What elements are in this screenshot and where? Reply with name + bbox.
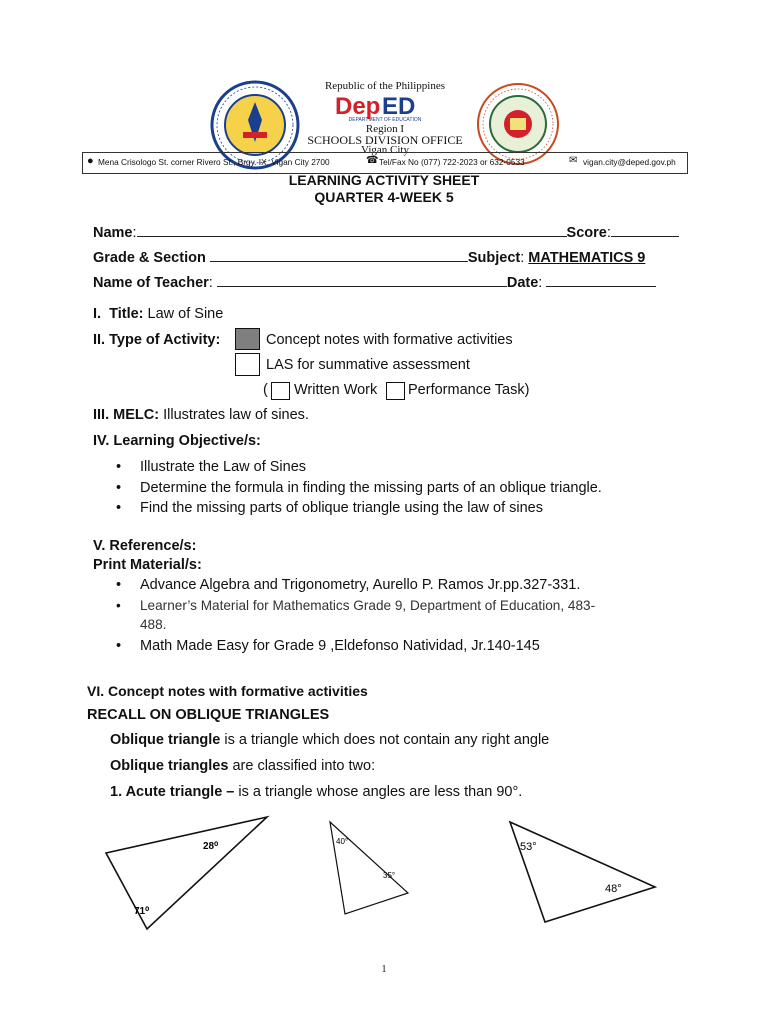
grade-row: Grade & Section Subject: MATHEMATICS 9 bbox=[93, 247, 645, 266]
objectives-label: IV. Learning Objective/s: bbox=[93, 433, 261, 449]
email-text: vigan.city@deped.gov.ph bbox=[583, 157, 676, 167]
triangle-3-right-angle: 48° bbox=[605, 883, 622, 895]
deped-subtitle: DEPARTMENT OF EDUCATION bbox=[348, 117, 422, 123]
paren-open: ( bbox=[263, 382, 268, 398]
objective-item: • Determine the formula in finding the missing parts of an oblique triangle. bbox=[116, 480, 602, 496]
score-label: Score bbox=[566, 225, 607, 241]
grade-field[interactable] bbox=[210, 247, 468, 262]
bullet-icon: • bbox=[116, 459, 122, 475]
triangle-1-bottom-angle: 71⁰ bbox=[134, 906, 150, 917]
activity-option-1: Concept notes with formative activities bbox=[266, 332, 513, 348]
activity-label: II. Type of Activity: bbox=[93, 332, 221, 348]
grade-label: Grade & Section bbox=[93, 250, 206, 266]
svg-text:Dep: Dep bbox=[335, 93, 381, 120]
bullet-icon: • bbox=[116, 638, 122, 654]
reference-item: • Math Made Easy for Grade 9 ,Eldefonso Natividad, Jr.140-145 bbox=[116, 638, 540, 654]
melc-label: III. MELC: bbox=[93, 407, 160, 423]
address-text: Mena Crisologo St. corner Rivero St., Brgy. IX, Vigan City 2700 bbox=[98, 157, 330, 167]
republic-line: Republic of the Philippines bbox=[324, 80, 446, 92]
objective-item: • Illustrate the Law of Sines bbox=[116, 459, 307, 475]
title-section-value: Law of Sine bbox=[147, 306, 224, 322]
triangle-2-top-angle: 40° bbox=[336, 837, 349, 846]
oblique-definition: Oblique triangle is a triangle which does not contain any right angle bbox=[110, 732, 550, 748]
name-row: Name: Score: bbox=[93, 222, 679, 241]
triangle-2-right-angle: 35° bbox=[383, 871, 396, 880]
melc-value: Illustrates law of sines. bbox=[163, 407, 309, 423]
written-work-label: Written Work bbox=[294, 382, 378, 398]
teacher-field[interactable] bbox=[217, 272, 507, 287]
triangle-figures bbox=[0, 810, 768, 940]
reference-item-continued: 488. bbox=[140, 617, 167, 632]
summative-checkbox[interactable] bbox=[235, 353, 260, 376]
recall-heading: RECALL ON OBLIQUE TRIANGLES bbox=[87, 707, 330, 723]
location-icon: ● bbox=[87, 155, 94, 167]
written-work-checkbox[interactable] bbox=[271, 382, 290, 400]
performance-task-label: Performance Task) bbox=[408, 382, 530, 398]
reference-item: • Learner’s Material for Mathematics Grade 9, Department of Education, 483- bbox=[116, 598, 596, 613]
date-label: Date bbox=[506, 275, 539, 291]
melc-section bbox=[93, 407, 309, 423]
office-line: SCHOOLS DIVISION OFFICE bbox=[307, 133, 463, 147]
acute-triangle-3 bbox=[510, 822, 655, 922]
teacher-label: Name of Teacher bbox=[93, 275, 209, 291]
telfax-text: Tel/Fax No (077) 722-2023 or 632-0533 bbox=[379, 157, 525, 167]
sheet-subtitle: QUARTER 4-WEEK 5 bbox=[314, 189, 454, 205]
title-section bbox=[93, 306, 223, 322]
teacher-row: Name of Teacher: Date: bbox=[93, 272, 656, 291]
print-material-label: Print Material/s: bbox=[93, 557, 202, 573]
triangle-1-top-angle: 28⁰ bbox=[203, 841, 219, 852]
title-section-num: I. bbox=[93, 306, 102, 322]
oblique-classification: Oblique triangles are classified into two: bbox=[110, 758, 376, 774]
reference-label: V. Reference/s: bbox=[93, 538, 197, 554]
sheet-title: LEARNING ACTIVITY SHEET bbox=[288, 172, 480, 188]
name-label: Name bbox=[93, 225, 133, 241]
bullet-icon: • bbox=[116, 500, 122, 516]
contact-strip bbox=[82, 152, 688, 174]
activity-option-2: LAS for summative assessment bbox=[266, 357, 470, 373]
svg-text:ED: ED bbox=[382, 93, 416, 120]
objective-item: • Find the missing parts of oblique triangle using the law of sines bbox=[116, 500, 543, 516]
acute-definition: 1. Acute triangle – is a triangle whose angles are less than 90°. bbox=[110, 784, 523, 800]
performance-task-checkbox[interactable] bbox=[386, 382, 405, 400]
bullet-icon: • bbox=[116, 598, 121, 613]
concept-notes-checkbox[interactable] bbox=[235, 328, 260, 350]
page-number: 1 bbox=[381, 964, 387, 975]
score-field[interactable] bbox=[611, 222, 679, 237]
acute-triangle-2 bbox=[330, 822, 408, 914]
phone-icon: ☎ bbox=[366, 155, 379, 166]
bullet-icon: • bbox=[116, 480, 122, 496]
reference-item: • Advance Algebra and Trigonometry, Aurello P. Ramos Jr.pp.327-331. bbox=[116, 577, 581, 593]
name-field[interactable] bbox=[137, 222, 567, 237]
city-line: Vigan City bbox=[361, 144, 409, 156]
region-line: Region I bbox=[365, 123, 405, 135]
subject-label: Subject bbox=[467, 250, 521, 266]
email-icon: ✉ bbox=[569, 155, 578, 166]
concept-notes-heading: VI. Concept notes with formative activities bbox=[87, 683, 368, 699]
date-field[interactable] bbox=[546, 272, 656, 287]
acute-triangle-1 bbox=[106, 817, 267, 929]
subject-value: MATHEMATICS 9 bbox=[528, 250, 646, 266]
bullet-icon: • bbox=[116, 577, 122, 593]
deped-logo bbox=[330, 92, 440, 120]
triangle-3-top-angle: 53° bbox=[520, 841, 537, 853]
title-section-label: Title: bbox=[109, 306, 144, 322]
